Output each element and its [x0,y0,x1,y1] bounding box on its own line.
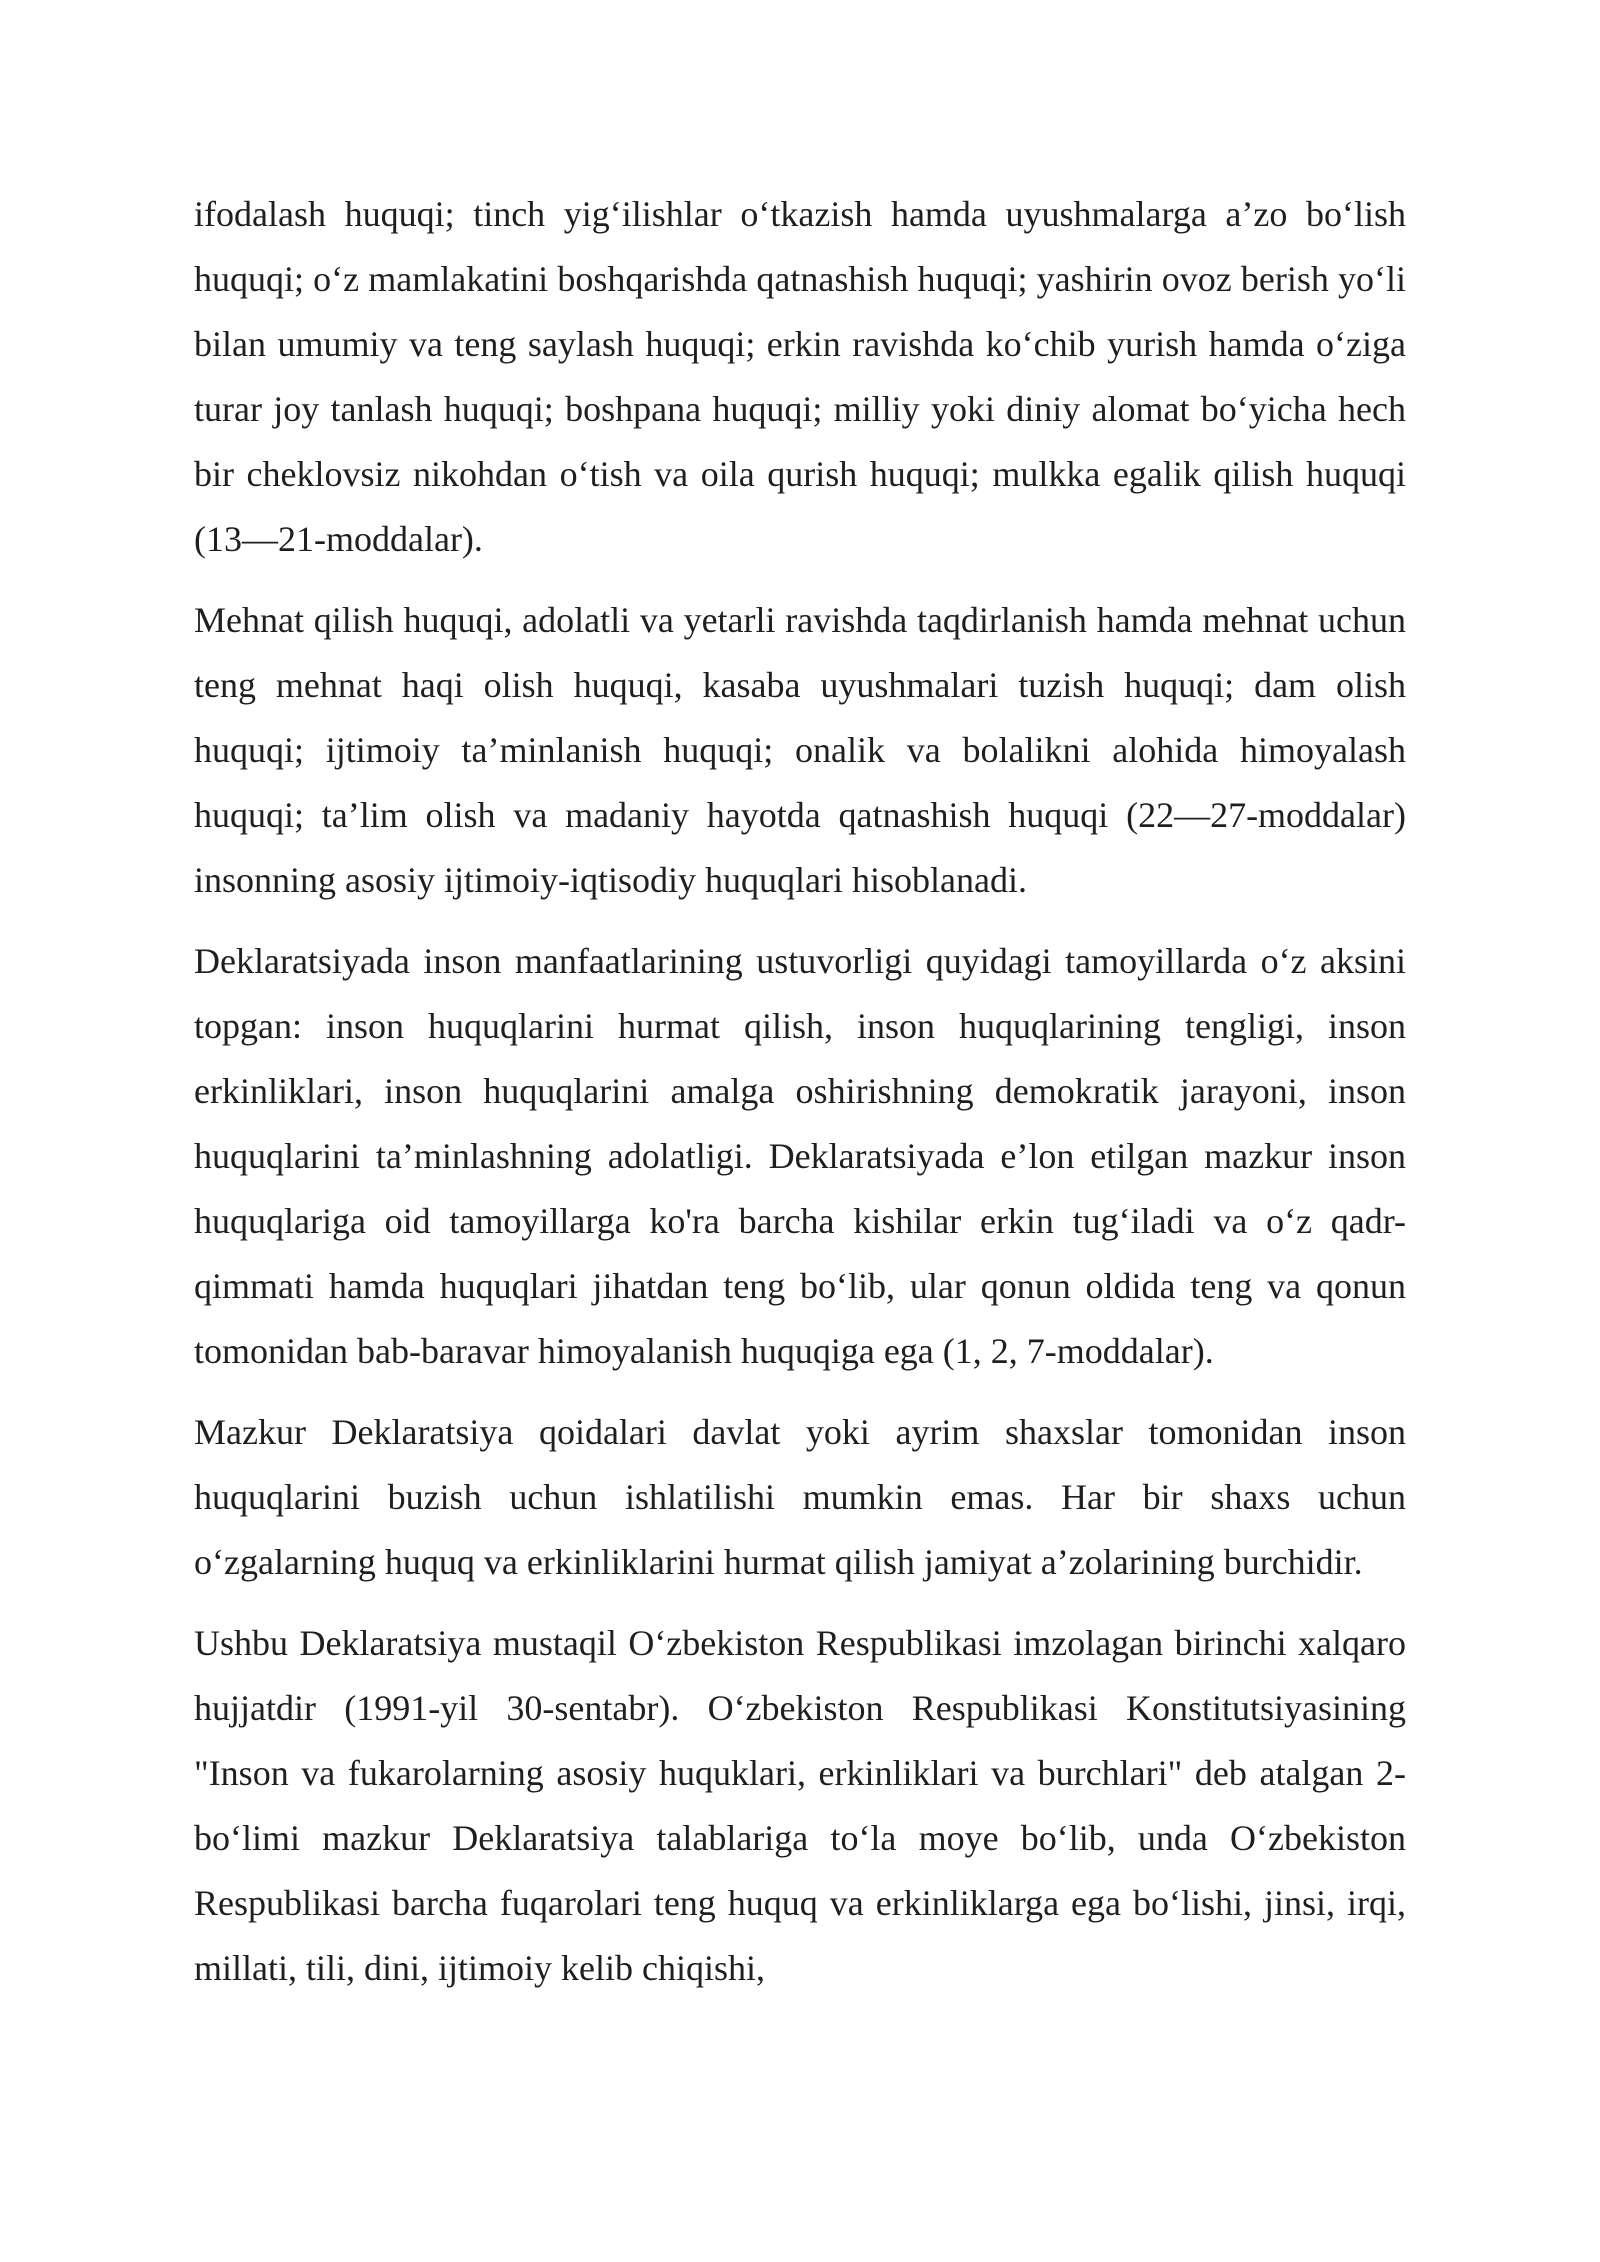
paragraph-uzbekistan-signing: Ushbu Deklaratsiya mustaqil O‘zbekiston Respublikasi imzolagan birinchi xalqaro hujjatdir (1991-yil 30-sentabr). O‘zbekiston Respublikasi Konstitutsiyasining "Inson va fukarolarning asosiy huquklari, erkinliklari va burchlari" deb atalgan 2-bo‘limi mazkur Deklaratsiya talablariga to‘la moye bo‘lib, unda O‘zbekiston Respublikasi barcha fuqarolari teng huquq va erkinliklarga ega bo‘lishi, jinsi, irqi, millati, tili, dini, ijtimoiy kelib chiqishi, [194,1623,1406,1988]
document-body [194,182,1406,2017]
paragraph-declaration-principles: Deklaratsiyada inson manfaatlarining ustuvorligi quyidagi tamoyillarda o‘z aksini topgan: inson huquqlarini hurmat qilish, inson huquqlarining tengligi, inson erkinliklari, inson huquqlarini amalga oshirishning demokratik jarayoni, inson huquqlarini ta’minlashning adolatligi. Deklaratsiyada e’lon etilgan mazkur inson huquqlariga oid tamoyillarga ko'ra barcha kishilar erkin tug‘iladi va o‘z qadr-qimmati hamda huquqlari jihatdan teng bo‘lib, ular qonun oldida teng va qonun tomonidan bab-baravar himoyalanish huquqiga ega (1, 2, 7-moddalar). [194,941,1406,1371]
paragraph-declaration-rules: Mazkur Deklaratsiya qoidalari davlat yoki ayrim shaxslar tomonidan inson huquqlarini buzish uchun ishlatilishi mumkin emas. Har bir shaxs uchun o‘zgalarning huquq va erkinliklarini hurmat qilish jamiyat a’zolarining burchidir. [194,1412,1406,1582]
paragraph-socioeconomic-rights: Mehnat qilish huquqi, adolatli va yetarli ravishda taqdirlanish hamda mehnat uchun teng mehnat haqi olish huquqi, kasaba uyushmalari tuzish huquqi; dam olish huquqi; ijtimoiy ta’minlanish huquqi; onalik va bolalikni alohida himoyalash huquqi; ta’lim olish va madaniy hayotda qatnashish huquqi (22—27-moddalar) insonning asosiy ijtimoiy-iqtisodiy huquqlari hisoblanadi. [194,600,1406,900]
paragraph-civil-rights: ifodalash huquqi; tinch yig‘ilishlar o‘tkazish hamda uyushmalarga a’zo bo‘lish huquqi; o‘z mamlakatini boshqarishda qatnashish huquqi; yashirin ovoz berish yo‘li bilan umumiy va teng saylash huquqi; erkin ravishda ko‘chib yurish hamda o‘ziga turar joy tanlash huquqi; boshpana huquqi; milliy yoki diniy alomat bo‘yicha hech bir cheklovsiz nikohdan o‘tish va oila qurish huquqi; mulkka egalik qilish huquqi (13—21-moddalar). [194,194,1406,559]
